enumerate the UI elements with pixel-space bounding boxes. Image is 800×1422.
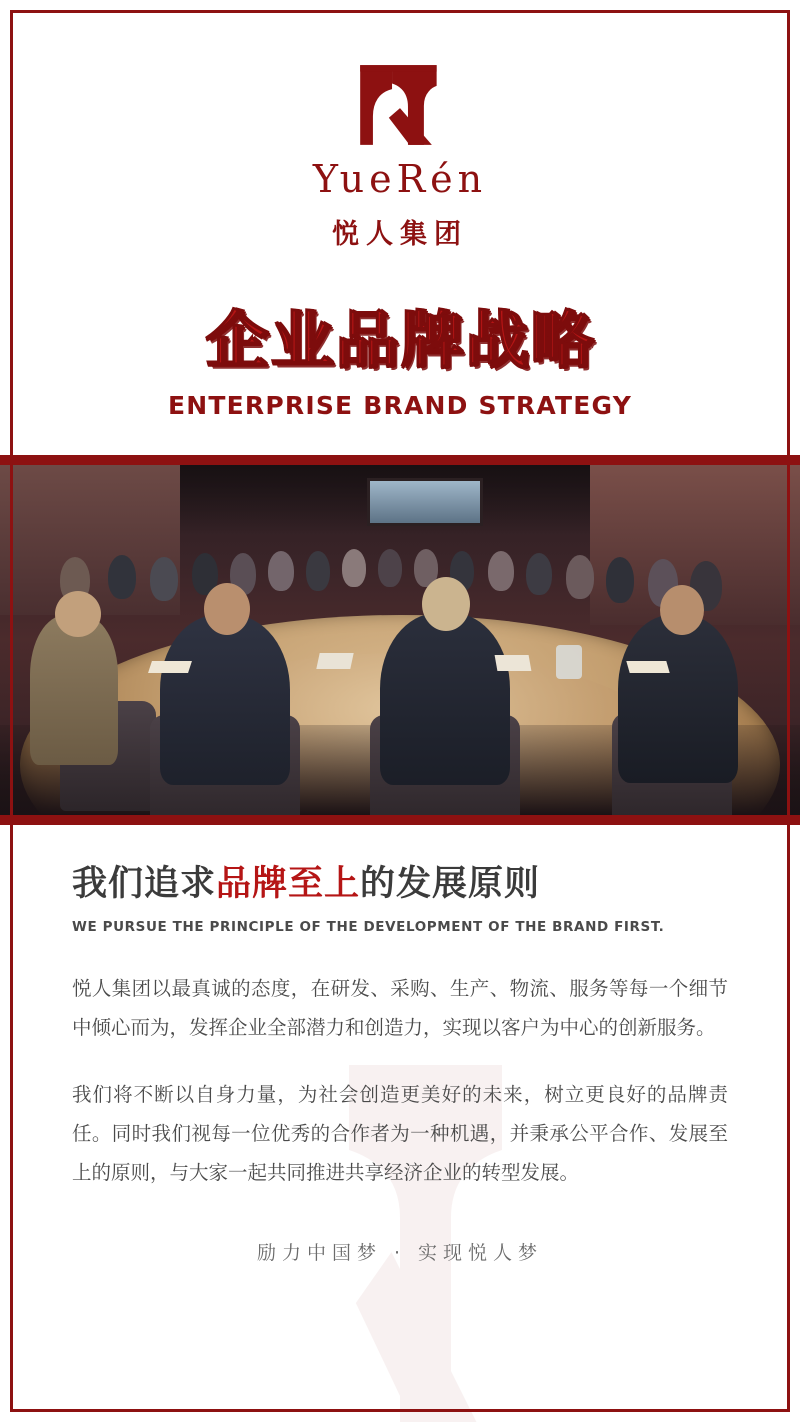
body-paragraph-1: 悦人集团以最真诚的态度，在研发、采购、生产、物流、服务等每一个细节中倾心而为，发挥企业全部潜力和创造力，实现以客户为中心的创新服务。 xyxy=(72,976,728,1039)
content-section xyxy=(0,825,800,1265)
main-title-en: ENTERPRISE BRAND STRATEGY xyxy=(168,391,632,420)
headline-highlight: 品牌至上 xyxy=(216,864,361,904)
brand-name-en: YueRén xyxy=(312,157,488,201)
brand-logo-icon xyxy=(352,62,448,148)
section-headline xyxy=(72,863,728,907)
headline-part2: 的发展原则 xyxy=(360,864,541,904)
photo-top-rule xyxy=(0,455,800,465)
body-paragraph-2: 我们将不断以自身力量，为社会创造更美好的未来，树立更良好的品牌责任。同时我们视每一位优秀的合作者为一种机遇，并秉承公平合作、发展至上的原则，与大家一起共同推进共享经济企业的转型发展。 xyxy=(72,1082,728,1184)
brand-name-cn: 悦人集团 xyxy=(332,219,468,250)
meeting-room-photo xyxy=(0,465,800,815)
meeting-photo-band xyxy=(0,455,800,825)
main-title-cn: 企业品牌战略 xyxy=(204,303,595,376)
section-subhead: WE PURSUE THE PRINCIPLE OF THE DEVELOPMENT OF THE BRAND FIRST. xyxy=(72,918,665,935)
footer-slogan: 励力中国梦 · 实现悦人梦 xyxy=(256,1241,544,1264)
poster-header xyxy=(0,0,800,420)
main-title-wrap xyxy=(0,303,800,377)
headline-part1: 我们追求 xyxy=(72,864,217,904)
photo-bottom-rule xyxy=(0,815,800,825)
